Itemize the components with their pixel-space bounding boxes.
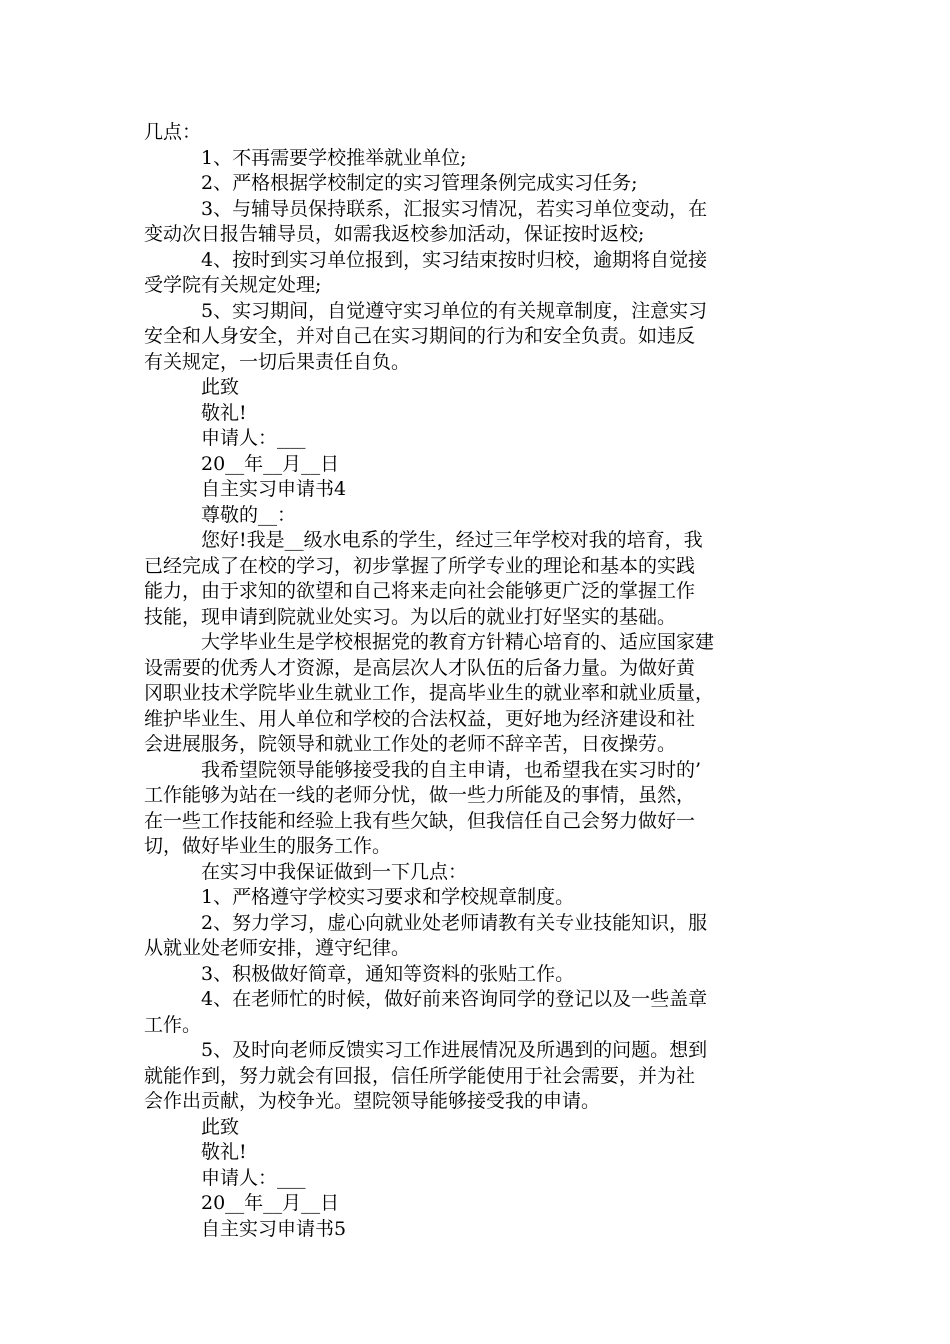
- document-line: 3、与辅导员保持联系，汇报实习情况，若实习单位变动，在: [201, 197, 708, 220]
- document-line: 工作能够为站在一线的老师分忧，做一些力所能及的事情，虽然，: [144, 784, 696, 806]
- document-line: 您好!我是__级水电系的学生，经过三年学校对我的培育，我: [201, 529, 703, 551]
- document-line: 2、严格根据学校制定的实习管理条例完成实习任务;: [201, 172, 638, 194]
- document-line: 5、实习期间，自觉遵守实习单位的有关规章制度，注意实习: [201, 299, 708, 322]
- document-line: 能力，由于求知的欲望和自己将来走向社会能够更广泛的掌握工作: [144, 580, 696, 602]
- document-line: 变动次日报告辅导员，如需我返校参加活动，保证按时返校;: [144, 223, 645, 245]
- document-line: 会进展服务，院领导和就业工作处的老师不辞辛苦，日夜操劳。: [144, 733, 677, 755]
- document-line: 自主实习申请书4: [201, 478, 347, 500]
- document-line: 冈职业技术学院毕业生就业工作，提高毕业生的就业率和就业质量，: [144, 682, 715, 704]
- document-line: 20__年__月__日: [201, 1192, 340, 1214]
- document-line: 会作出贡献，为校争光。望院领导能够接受我的申请。: [144, 1090, 601, 1112]
- document-line: 3、积极做好简章，通知等资料的张贴工作。: [201, 962, 575, 985]
- document-line: 技能，现申请到院就业处实习。为以后的就业打好坚实的基础。: [144, 605, 677, 628]
- document-line: 大学毕业生是学校根据党的教育方针精心培育的、适应国家建: [201, 631, 715, 653]
- document-line: 就能作到，努力就会有回报，信任所学能使用于社会需要，并为社: [144, 1064, 696, 1087]
- document-line: 工作。: [144, 1013, 202, 1036]
- document-line: 在实习中我保证做到一下几点：: [201, 860, 468, 883]
- document-line: 几点：: [144, 121, 202, 143]
- document-line: 4、按时到实习单位报到，实习结束按时归校，逾期将自觉接: [201, 248, 708, 271]
- document-line: 安全和人身安全，并对自己在实习期间的行为和安全负责。如违反: [144, 325, 696, 347]
- document-line: 自主实习申请书5: [201, 1217, 347, 1240]
- document-line: 敬礼!: [201, 401, 247, 424]
- document-line: 此致: [201, 376, 240, 398]
- document-line: 5、及时向老师反馈实习工作进展情况及所遇到的问题。想到: [201, 1039, 708, 1061]
- document-line: 申请人：___: [201, 1166, 306, 1189]
- document-line: 20__年__月__日: [201, 452, 340, 475]
- document-line: 受学院有关规定处理;: [144, 274, 322, 296]
- document-line: 4、在老师忙的时候，做好前来咨询同学的登记以及一些盖章: [201, 988, 708, 1010]
- document-line: 2、努力学习，虚心向就业处老师请教有关专业技能知识，服: [201, 911, 708, 934]
- document-line: 尊敬的__：: [201, 503, 297, 526]
- document-line: 敬礼!: [201, 1141, 247, 1163]
- document-line: 切，做好毕业生的服务工作。: [144, 835, 392, 857]
- document-line: 1、严格遵守学校实习要求和学校规章制度。: [201, 886, 575, 908]
- document-line: 在一些工作技能和经验上我有些欠缺，但我信任自己会努力做好一: [144, 809, 696, 832]
- document-line: 1、不再需要学校推举就业单位;: [201, 146, 467, 169]
- document-line: 申请人：___: [201, 427, 306, 449]
- document-line: 从就业处老师安排，遵守纪律。: [144, 937, 411, 959]
- document-line: 已经完成了在校的学习，初步掌握了所学专业的理论和基本的实践: [144, 554, 696, 577]
- document-line: 此致: [201, 1115, 240, 1138]
- document-line: 维护毕业生、用人单位和学校的合法权益，更好地为经济建设和社: [144, 707, 696, 730]
- document-body: [144, 120, 824, 1242]
- document-line: 我希望院领导能够接受我的自主申请，也希望我在实习时的’: [201, 758, 702, 781]
- document-line: 设需要的优秀人才资源，是高层次人才队伍的后备力量。为做好黄: [144, 656, 696, 679]
- document-line: 有关规定，一切后果责任自负。: [144, 350, 411, 373]
